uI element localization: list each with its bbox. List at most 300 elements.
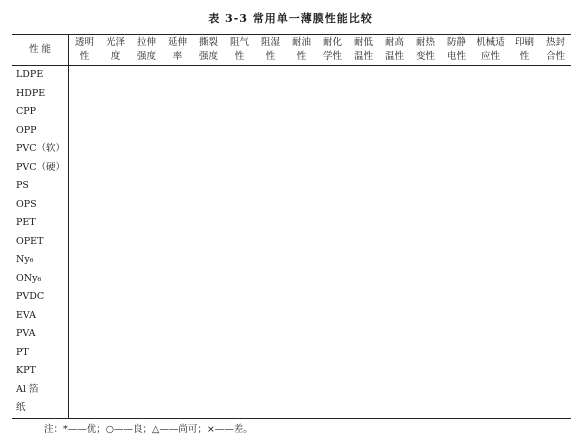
row-label: PVC（硬） xyxy=(12,159,69,178)
rating-cell xyxy=(472,362,509,381)
rating-cell xyxy=(379,196,410,215)
rating-cell xyxy=(348,140,379,159)
row-label: LDPE xyxy=(12,66,69,85)
rating-cell xyxy=(162,399,193,418)
rating-cell xyxy=(224,325,255,344)
row-label: OPET xyxy=(12,233,69,252)
column-header-text: 性 xyxy=(296,51,307,62)
rating-cell xyxy=(379,122,410,141)
table-row xyxy=(12,362,571,381)
column-header-text: 防静 xyxy=(446,37,466,48)
rating-cell xyxy=(348,288,379,307)
rating-cell xyxy=(131,103,162,122)
rating-cell xyxy=(540,362,571,381)
rating-cell xyxy=(348,381,379,400)
rating-cell xyxy=(100,159,131,178)
rating-cell xyxy=(100,177,131,196)
rating-cell xyxy=(540,103,571,122)
rating-cell xyxy=(131,85,162,104)
rating-cell xyxy=(193,288,224,307)
rating-cell xyxy=(131,381,162,400)
rating-cell xyxy=(193,399,224,418)
rating-cell xyxy=(224,288,255,307)
rating-cell xyxy=(317,325,348,344)
column-header xyxy=(255,35,286,66)
rating-cell xyxy=(100,196,131,215)
rating-cell xyxy=(317,122,348,141)
column-header-text: 延伸 xyxy=(167,37,187,48)
rating-cell xyxy=(193,103,224,122)
rating-cell xyxy=(348,196,379,215)
column-header xyxy=(131,35,162,66)
rating-cell xyxy=(540,177,571,196)
rating-cell xyxy=(100,399,131,418)
rating-cell xyxy=(472,177,509,196)
rating-cell xyxy=(379,344,410,363)
rating-cell xyxy=(193,85,224,104)
column-header xyxy=(348,35,379,66)
header-row xyxy=(12,35,571,66)
table-row xyxy=(12,85,571,104)
rating-cell xyxy=(540,85,571,104)
rating-cell xyxy=(131,233,162,252)
rating-cell xyxy=(379,140,410,159)
rating-cell xyxy=(317,233,348,252)
rating-cell xyxy=(255,66,286,85)
rating-cell xyxy=(509,270,540,289)
rating-cell xyxy=(509,362,540,381)
rating-cell xyxy=(441,85,472,104)
rating-cell xyxy=(255,362,286,381)
row-label: PET xyxy=(12,214,69,233)
rating-cell xyxy=(224,381,255,400)
rating-cell xyxy=(162,214,193,233)
column-header-text: 强度 xyxy=(198,51,218,62)
rating-cell xyxy=(509,307,540,326)
rating-cell xyxy=(131,344,162,363)
rating-cell xyxy=(193,177,224,196)
rating-cell xyxy=(472,381,509,400)
rating-cell xyxy=(69,66,101,85)
rating-cell xyxy=(100,362,131,381)
rating-cell xyxy=(224,251,255,270)
rating-cell xyxy=(286,233,317,252)
rating-cell xyxy=(509,251,540,270)
film-properties-table xyxy=(12,34,571,419)
rating-cell xyxy=(69,196,101,215)
rating-cell xyxy=(131,362,162,381)
column-header-text: 温性 xyxy=(353,51,373,62)
rating-cell xyxy=(69,251,101,270)
column-header-text: 性 能 xyxy=(28,44,52,55)
rating-cell xyxy=(348,214,379,233)
rating-cell xyxy=(255,196,286,215)
rating-cell xyxy=(540,122,571,141)
rating-cell xyxy=(441,233,472,252)
rating-cell xyxy=(193,233,224,252)
rating-cell xyxy=(410,307,441,326)
column-header xyxy=(410,35,441,66)
table-row xyxy=(12,270,571,289)
row-label: 纸 xyxy=(12,399,69,418)
rating-cell xyxy=(509,288,540,307)
rating-cell xyxy=(286,362,317,381)
table-row xyxy=(12,177,571,196)
rating-cell xyxy=(410,251,441,270)
table-row xyxy=(12,344,571,363)
rating-cell xyxy=(224,362,255,381)
table-row xyxy=(12,251,571,270)
rating-cell xyxy=(100,381,131,400)
rating-cell xyxy=(255,344,286,363)
rating-cell xyxy=(410,270,441,289)
rating-cell xyxy=(224,344,255,363)
rating-cell xyxy=(286,270,317,289)
rating-cell xyxy=(131,122,162,141)
row-label: PS xyxy=(12,177,69,196)
rating-cell xyxy=(69,122,101,141)
column-header-text: 透明 xyxy=(74,37,94,48)
rating-cell xyxy=(69,140,101,159)
rating-cell xyxy=(162,288,193,307)
rating-cell xyxy=(193,159,224,178)
rating-cell xyxy=(286,177,317,196)
rating-cell xyxy=(224,399,255,418)
rating-cell xyxy=(162,233,193,252)
rating-cell xyxy=(69,325,101,344)
rating-cell xyxy=(224,140,255,159)
rating-cell xyxy=(100,85,131,104)
table-row xyxy=(12,381,571,400)
rating-cell xyxy=(441,307,472,326)
rating-cell xyxy=(193,140,224,159)
column-header-text: 性 xyxy=(234,51,245,62)
rating-cell xyxy=(100,325,131,344)
rating-cell xyxy=(410,381,441,400)
rating-cell xyxy=(317,399,348,418)
rating-cell xyxy=(131,251,162,270)
rating-cell xyxy=(286,288,317,307)
rating-cell xyxy=(540,344,571,363)
column-header xyxy=(162,35,193,66)
rating-cell xyxy=(162,103,193,122)
rating-cell xyxy=(193,66,224,85)
rating-cell xyxy=(410,177,441,196)
column-header-text: 热封 xyxy=(545,37,565,48)
column-header xyxy=(472,35,509,66)
column-header-text: 耐热 xyxy=(415,37,435,48)
rating-cell xyxy=(286,103,317,122)
rating-cell xyxy=(224,122,255,141)
rating-cell xyxy=(131,399,162,418)
row-label: OPS xyxy=(12,196,69,215)
rating-cell xyxy=(69,233,101,252)
rating-cell xyxy=(472,140,509,159)
rating-cell xyxy=(255,214,286,233)
column-header xyxy=(509,35,540,66)
rating-cell xyxy=(379,103,410,122)
rating-cell xyxy=(131,325,162,344)
rating-cell xyxy=(193,196,224,215)
rating-cell xyxy=(472,233,509,252)
rating-cell xyxy=(255,85,286,104)
rating-cell xyxy=(193,307,224,326)
rating-cell xyxy=(255,325,286,344)
column-header xyxy=(193,35,224,66)
rating-cell xyxy=(224,103,255,122)
table-row xyxy=(12,103,571,122)
rating-cell xyxy=(441,196,472,215)
rating-cell xyxy=(131,159,162,178)
rating-cell xyxy=(69,362,101,381)
table-row xyxy=(12,325,571,344)
rating-cell xyxy=(509,103,540,122)
rating-cell xyxy=(472,270,509,289)
rating-cell xyxy=(509,66,540,85)
rating-cell xyxy=(472,85,509,104)
rating-cell xyxy=(224,214,255,233)
rating-cell xyxy=(131,66,162,85)
rating-cell xyxy=(317,288,348,307)
column-header-text: 拉伸 xyxy=(136,37,156,48)
column-header xyxy=(379,35,410,66)
rating-cell xyxy=(379,251,410,270)
rating-cell xyxy=(69,103,101,122)
rating-cell xyxy=(379,214,410,233)
rating-cell xyxy=(540,251,571,270)
rating-cell xyxy=(441,399,472,418)
column-header-text: 耐化 xyxy=(322,37,342,48)
rating-cell xyxy=(441,214,472,233)
rating-cell xyxy=(441,325,472,344)
rating-cell xyxy=(379,270,410,289)
rating-cell xyxy=(348,85,379,104)
rating-cell xyxy=(410,288,441,307)
rating-cell xyxy=(410,85,441,104)
rating-cell xyxy=(286,85,317,104)
rating-cell xyxy=(348,399,379,418)
rating-cell xyxy=(441,140,472,159)
row-label: EVA xyxy=(12,307,69,326)
rating-cell xyxy=(540,66,571,85)
rating-cell xyxy=(317,307,348,326)
rating-cell xyxy=(286,66,317,85)
rating-cell xyxy=(317,344,348,363)
rating-cell xyxy=(441,103,472,122)
rating-cell xyxy=(224,307,255,326)
rating-cell xyxy=(193,214,224,233)
rating-cell xyxy=(348,325,379,344)
rating-cell xyxy=(286,251,317,270)
rating-cell xyxy=(441,159,472,178)
rating-cell xyxy=(441,362,472,381)
rating-cell xyxy=(286,307,317,326)
rating-cell xyxy=(379,66,410,85)
column-header-text: 光泽 xyxy=(105,37,125,48)
rating-cell xyxy=(193,251,224,270)
rating-cell xyxy=(317,251,348,270)
column-header-text: 合性 xyxy=(545,51,565,62)
rating-cell xyxy=(255,140,286,159)
table-row xyxy=(12,196,571,215)
rating-cell xyxy=(410,66,441,85)
rating-cell xyxy=(509,140,540,159)
rating-cell xyxy=(472,344,509,363)
rating-cell xyxy=(162,196,193,215)
rating-cell xyxy=(131,214,162,233)
rating-cell xyxy=(472,66,509,85)
rating-cell xyxy=(162,270,193,289)
column-header-text: 应性 xyxy=(480,51,500,62)
rating-cell xyxy=(255,177,286,196)
row-label: Ny₆ xyxy=(12,251,69,270)
rating-cell xyxy=(286,399,317,418)
rating-cell xyxy=(131,270,162,289)
rating-cell xyxy=(472,159,509,178)
rating-cell xyxy=(162,362,193,381)
rating-cell xyxy=(472,103,509,122)
rating-cell xyxy=(379,399,410,418)
rating-cell xyxy=(100,233,131,252)
rating-cell xyxy=(472,288,509,307)
rating-cell xyxy=(472,325,509,344)
column-header-text: 印刷 xyxy=(514,37,534,48)
rating-cell xyxy=(131,196,162,215)
row-label: ONy₆ xyxy=(12,270,69,289)
rating-cell xyxy=(193,344,224,363)
rating-cell xyxy=(224,66,255,85)
table-row xyxy=(12,214,571,233)
column-header-text: 阻湿 xyxy=(260,37,280,48)
rating-cell xyxy=(410,362,441,381)
row-label: PVA xyxy=(12,325,69,344)
rating-cell xyxy=(540,233,571,252)
rating-cell xyxy=(286,140,317,159)
rating-cell xyxy=(509,344,540,363)
rating-cell xyxy=(509,177,540,196)
row-label: HDPE xyxy=(12,85,69,104)
rating-cell xyxy=(379,381,410,400)
rating-cell xyxy=(69,344,101,363)
table-row xyxy=(12,233,571,252)
rating-cell xyxy=(472,196,509,215)
rating-cell xyxy=(193,325,224,344)
rating-cell xyxy=(162,307,193,326)
rating-cell xyxy=(317,270,348,289)
rating-cell xyxy=(162,66,193,85)
rating-cell xyxy=(509,122,540,141)
rating-cell xyxy=(317,381,348,400)
rating-cell xyxy=(255,159,286,178)
rating-cell xyxy=(255,103,286,122)
rating-cell xyxy=(317,362,348,381)
rating-cell xyxy=(509,159,540,178)
rating-cell xyxy=(509,381,540,400)
column-header-text: 耐低 xyxy=(353,37,373,48)
rating-cell xyxy=(317,214,348,233)
rating-cell xyxy=(379,177,410,196)
rating-cell xyxy=(131,140,162,159)
rating-cell xyxy=(255,399,286,418)
rating-cell xyxy=(410,325,441,344)
table-body xyxy=(12,66,571,419)
column-header xyxy=(317,35,348,66)
rating-cell xyxy=(509,85,540,104)
rating-cell xyxy=(224,159,255,178)
rating-cell xyxy=(348,362,379,381)
rating-cell xyxy=(69,177,101,196)
rating-cell xyxy=(540,214,571,233)
rating-cell xyxy=(472,214,509,233)
rating-cell xyxy=(69,270,101,289)
rating-cell xyxy=(410,344,441,363)
rating-cell xyxy=(441,344,472,363)
rating-cell xyxy=(379,325,410,344)
rating-cell xyxy=(348,307,379,326)
column-header-text: 性 xyxy=(519,51,530,62)
rating-cell xyxy=(379,288,410,307)
rating-cell xyxy=(224,85,255,104)
rating-cell xyxy=(379,159,410,178)
rating-cell xyxy=(286,325,317,344)
column-header-text: 率 xyxy=(172,51,183,62)
rating-cell xyxy=(472,251,509,270)
rating-cell xyxy=(410,103,441,122)
column-header-text: 阻气 xyxy=(229,37,249,48)
rating-cell xyxy=(100,307,131,326)
row-label: PT xyxy=(12,344,69,363)
table-row xyxy=(12,66,571,85)
rating-cell xyxy=(193,270,224,289)
rating-cell xyxy=(131,307,162,326)
rating-cell xyxy=(348,103,379,122)
rating-cell xyxy=(224,233,255,252)
rating-cell xyxy=(162,85,193,104)
rating-cell xyxy=(317,140,348,159)
column-header xyxy=(441,35,472,66)
rating-cell xyxy=(100,288,131,307)
column-header xyxy=(12,35,69,66)
row-label: OPP xyxy=(12,122,69,141)
column-header-text: 性 xyxy=(265,51,276,62)
table-row xyxy=(12,159,571,178)
rating-cell xyxy=(410,159,441,178)
rating-cell xyxy=(286,159,317,178)
rating-cell xyxy=(441,288,472,307)
column-header xyxy=(224,35,255,66)
rating-cell xyxy=(100,103,131,122)
rating-cell xyxy=(472,122,509,141)
rating-cell xyxy=(286,122,317,141)
column-header-text: 温性 xyxy=(384,51,404,62)
column-header xyxy=(69,35,101,66)
rating-cell xyxy=(255,381,286,400)
rating-cell xyxy=(69,159,101,178)
rating-cell xyxy=(100,344,131,363)
rating-cell xyxy=(509,196,540,215)
rating-cell xyxy=(100,122,131,141)
rating-cell xyxy=(540,399,571,418)
rating-cell xyxy=(540,325,571,344)
column-header-text: 学性 xyxy=(322,51,342,62)
row-label: CPP xyxy=(12,103,69,122)
rating-cell xyxy=(540,288,571,307)
rating-cell xyxy=(379,85,410,104)
rating-cell xyxy=(348,159,379,178)
rating-cell xyxy=(162,325,193,344)
rating-cell xyxy=(69,399,101,418)
rating-cell xyxy=(472,399,509,418)
